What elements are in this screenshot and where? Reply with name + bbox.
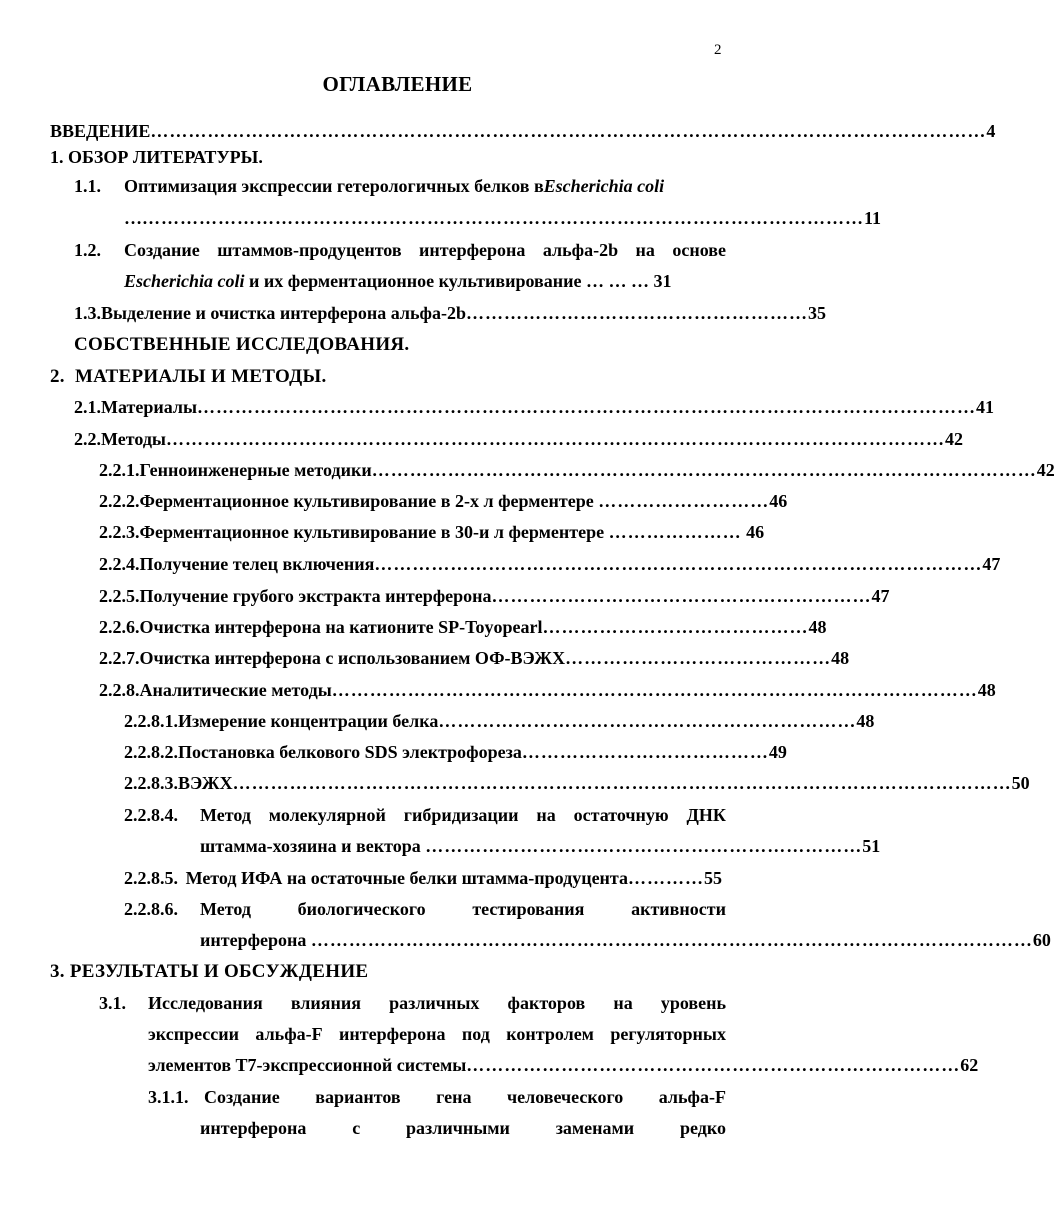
toc-entry-3-1-line3: элементов Т7-экспрессионной системы …………………………………………………………………… 62 [148, 1055, 979, 1075]
toc-entry-page: 11 [864, 208, 882, 228]
toc-entry-page: 62 [960, 1055, 979, 1075]
toc-entry-number: 2.2.8. [99, 680, 140, 700]
toc-entry-text: Очистка интерферона на катионите SP-Toyopearl [139, 617, 543, 637]
toc-entry-page: 55 [704, 868, 722, 888]
toc-entry-number: 2.2.8.2. [124, 742, 178, 762]
toc-entry-3-1-1-line1: Создание вариантов гена человеческого альфа-F [204, 1087, 726, 1107]
toc-entry-text: ВВЕДЕНИЕ [50, 121, 151, 141]
toc-entry-page: 48 [856, 711, 875, 731]
toc-entry-number: 1.1. [74, 176, 101, 196]
toc-entry-text: Измерение концентрации белка [178, 711, 439, 731]
toc-entry-page: 48 [977, 680, 996, 700]
toc-entry-2-2-8-6-line1: Метод биологического тестирования активности [200, 899, 726, 919]
toc-entry-2-2-8-3: 2.2.8.3. ВЭЖХ …………………………………………………………………………………………………………… 50 [124, 773, 1030, 793]
toc-entry-page: 47 [982, 554, 1001, 574]
toc-entry-2-2-8-4-line1: Метод молекулярной гибридизации на остаточную ДНК [200, 805, 726, 825]
toc-entry-2-1: 2.1. Материалы …………………………………………………………………………………………………………… 41 [74, 397, 995, 417]
toc-entry-2-2-5: 2.2.5. Получение грубого экстракта интерферона …………………………………………………… 47 [99, 586, 890, 606]
toc-entry-page: 60 [1032, 930, 1051, 950]
toc-entry-1-1 [74, 176, 726, 202]
toc-entry-page: 46 [741, 522, 765, 542]
toc-entry-page: 42 [1036, 460, 1055, 480]
toc-entry-2-2-4: 2.2.4. Получение телец включения …………………………………………………………………………………… 47 [99, 554, 1001, 574]
toc-section-2: 2. МАТЕРИАЛЫ И МЕТОДЫ. [50, 366, 327, 387]
toc-entry-3-1-line2: экспрессии альфа-F интерферона под контролем регуляторных [148, 1024, 726, 1044]
toc-entry-text: Получение грубого экстракта интерферона [139, 586, 492, 606]
toc-entry-page: 46 [769, 491, 788, 511]
toc-entry-number: 3.1.1. [148, 1087, 189, 1107]
toc-entry-1-2-line1: Создание штаммов-продуцентов интерферона альфа-2b на основе [124, 240, 726, 260]
toc-entry-page: 50 [1011, 773, 1030, 793]
toc-section-1: 1. ОБЗОР ЛИТЕРАТУРЫ. [50, 147, 263, 167]
toc-entry-2-2-1: 2.2.1. Генноинженерные методики …………………………………………………………………………………………… 42 [99, 460, 1055, 480]
toc-entry-number: 2.2.3. [99, 522, 140, 542]
toc-entry-page: 41 [976, 397, 995, 417]
toc-entry-2-2-8-2: 2.2.8.2. Постановка белкового SDS электрофореза ………………………………… 49 [124, 742, 787, 762]
toc-entry-page: 51 [862, 836, 881, 856]
toc-entry-text: Выделение и очистка интерферона альфа-2b [101, 303, 466, 323]
toc-entry-2-2-8-5: 2.2.8.5. Метод ИФА на остаточные белки штамма-продуцента ………… 55 [124, 868, 722, 888]
page-number: 2 [714, 42, 722, 58]
toc-entry-number: 2.2.6. [99, 617, 140, 637]
toc-entry-2-2-8-4-line2: штамма-хозяина и вектора …………………………………………………………… 51 [200, 836, 881, 856]
toc-entry-2-2-8-6-line2: интерферона …………………………………………………………………………………………………… 60 [200, 930, 1051, 950]
toc-entry-3-1-line1: Исследования влияния различных факторов на уровень [148, 993, 726, 1013]
toc-entry-text: Материалы [101, 397, 198, 417]
toc-entry-text: ВЭЖХ [178, 773, 233, 793]
toc-entry-text: Постановка белкового SDS электрофореза [178, 742, 522, 762]
toc-entry-number: 2.2.8.1. [124, 711, 178, 731]
toc-entry-number: 3.1. [99, 993, 126, 1013]
toc-entry-number: 1.2. [74, 240, 101, 260]
toc-entry-text: Ферментационное культивирование в 30-и л ферментере [139, 522, 609, 542]
toc-entry-page: 49 [768, 742, 787, 762]
toc-entry-text: Метод ИФА на остаточные белки штамма-продуцента [185, 868, 628, 888]
toc-entry-page: 47 [871, 586, 890, 606]
toc-entry-number: 2.2.8.3. [124, 773, 178, 793]
toc-entry-number: 2.2.8.4. [124, 805, 178, 825]
toc-entry-text: Методы [101, 429, 166, 449]
toc-entry-2-2-3: 2.2.3. Ферментационное культивирование в 30-и л ферментере ………………… 46 [99, 522, 765, 542]
toc-entry-3-1-1-line2: интерферона с различными заменами редко [200, 1118, 726, 1138]
toc-entry-page: 48 [831, 648, 850, 668]
toc-entry-number: 2.1. [74, 397, 101, 417]
toc-entry-2-2-7: 2.2.7. Очистка интерферона с использованием ОФ-ВЭЖХ …………………………………… 48 [99, 648, 850, 668]
toc-entry-number: 2.2.5. [99, 586, 140, 606]
toc-entry-1-2-line2: Escherichia coli и их ферментационное культивирование … … … 31 [124, 271, 672, 291]
toc-entry-page: 4 [986, 121, 996, 141]
toc-entry-intro: ВВЕДЕНИЕ …………………………………………………………………………………………………………………… 4 [50, 121, 996, 141]
toc-entry-text: Получение телец включения [139, 554, 375, 574]
toc-entry-2-2: 2.2. Методы …………………………………………………………………………………………………………… 42 [74, 429, 963, 449]
toc-entry-number: 2.2.8.6. [124, 899, 178, 919]
toc-entry-page: 35 [807, 303, 826, 323]
toc-entry-1-1-cont: … …………………………………………………………………………………………………… 11 [124, 208, 882, 228]
toc-entry-number: 2.2. [74, 429, 101, 449]
toc-entry-1-3: 1.3. Выделение и очистка интерферона альфа-2b ……………………………………………… 35 [74, 303, 826, 323]
toc-entry-text: Ферментационное культивирование в 2-х л ферментере [139, 491, 599, 511]
toc-section-own: СОБСТВЕННЫЕ ИССЛЕДОВАНИЯ. [74, 334, 410, 355]
toc-section-3: 3. РЕЗУЛЬТАТЫ И ОБСУЖДЕНИЕ [50, 961, 369, 982]
toc-entry-2-2-8-1: 2.2.8.1. Измерение концентрации белка ………………………………………………………… 48 [124, 711, 875, 731]
toc-entry-2-2-6: 2.2.6. Очистка интерферона на катионите SP-Toyopearl …………………………………… 48 [99, 617, 827, 637]
toc-entry-number: 2.2.8.5. [124, 868, 178, 888]
toc-entry-number: 2.2.1. [99, 460, 140, 480]
toc-entry-text: Очистка интерферона с использованием ОФ-ВЭЖХ [139, 648, 566, 668]
toc-entry-2-2-2: 2.2.2. Ферментационное культивирование в 2-х л ферментере ……………………… 46 [99, 491, 788, 511]
toc-entry-text: Генноинженерные методики [139, 460, 372, 480]
toc-entry-number: 2.2.7. [99, 648, 140, 668]
toc-entry-2-2-8: 2.2.8. Аналитические методы ………………………………………………………………………………………… 48 [99, 680, 996, 700]
toc-entry-text: Оптимизация экспрессии гетерологичных белков в [124, 176, 544, 196]
toc-entry-number: 2.2.4. [99, 554, 140, 574]
toc-entry-number: 2.2.2. [99, 491, 140, 511]
toc-entry-page: 48 [808, 617, 827, 637]
page-title: ОГЛАВЛЕНИЕ [322, 72, 473, 96]
toc-entry-page: 42 [945, 429, 963, 449]
toc-entry-page: 31 [653, 271, 672, 291]
toc-entry-number: 1.3. [74, 303, 101, 323]
toc-entry-italic: Escherichia coli [543, 176, 665, 196]
toc-entry-text: Аналитические методы [139, 680, 332, 700]
